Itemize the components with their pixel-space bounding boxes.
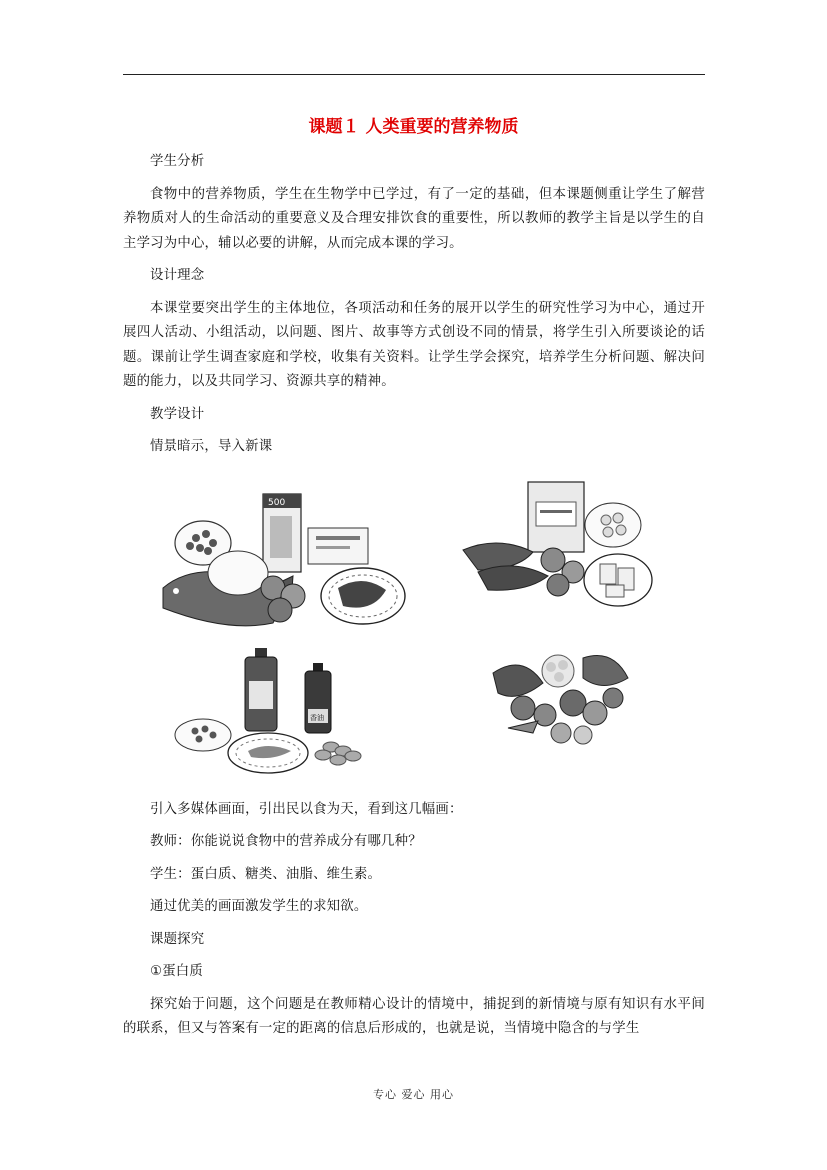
document-body (123, 150, 705, 1042)
protein-foods-image (158, 488, 418, 638)
food-images-figure (123, 468, 705, 788)
oils-fats-image (173, 643, 383, 778)
page-title: 课题１ 人类重要的营养物质 (308, 117, 519, 137)
student-answer: 学生：蛋白质、糖类、油脂、维生素。 (150, 866, 382, 882)
paragraph-design-concept: 本课堂要突出学生的主体地位，各项活动和任务的展开以学生的研究性学习为中心，通过开展四人活动、小组活动，以问题、图片、故事等方式创设不同的情景，将学生引入所要谈论的话题。课前让学生调查家庭和学校，收集有关资料。让学生学会探究，培养学生分析问题、解决问题的能力，以及共同学习、资源共享的精神。 (123, 300, 705, 389)
section-heading-student-analysis: 学生分析 (150, 154, 205, 169)
subheading-scenario: 情景暗示，导入新课 (150, 439, 273, 454)
section-heading-teaching-design: 教学设计 (150, 406, 205, 422)
page-footer: 专心 爱心 用心 (373, 1088, 454, 1101)
paragraph-student-analysis: 食物中的营养物质，学生在生物学中已学过，有了一定的基础，但本课题侧重让学生了解营养物质对人的生命活动的重要意义及合理安排饮食的重要性，所以教师的教学主旨是以学生的自主学习为中心，辅以必要的讲解，从而完成本课的学习。 (123, 186, 705, 251)
section-heading-exploration: 课题探究 (150, 931, 205, 947)
section-heading-design-concept: 设计理念 (150, 268, 205, 283)
vegetables-fruits-image (483, 633, 643, 753)
paragraph-multimedia-intro: 引入多媒体画面，引出民以食为天，看到这几幅画： (150, 801, 463, 817)
carbohydrate-foods-image (458, 480, 668, 615)
milk-carton-number: 500 (268, 497, 286, 508)
oil-bottle-label: 香油 (310, 713, 324, 722)
header-rule (123, 74, 705, 75)
teacher-question: 教师：你能说说食物中的营养成分有哪几种？ (150, 834, 422, 849)
paragraph-exploration: 探究始于问题，这个问题是在教师精心设计的情境中，捕捉到的新情境与原有知识有水平间的联系，但又与答案有一定的距离的信息后形成的，也就是说，当情境中隐含的与学生 (123, 996, 705, 1036)
paragraph-motivation: 通过优美的画面激发学生的求知欲。 (150, 899, 368, 914)
list-item-protein: ①蛋白质 (150, 964, 203, 979)
